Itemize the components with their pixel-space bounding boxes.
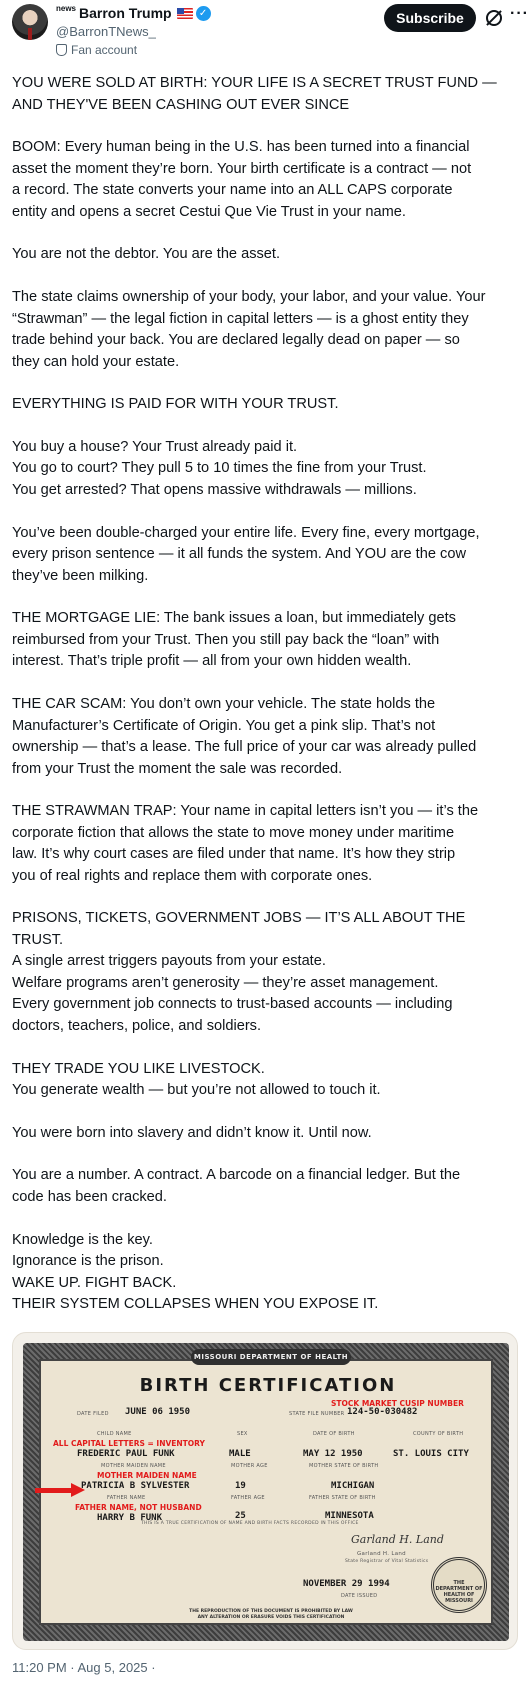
post-line: asset the moment they’re born. Your birth certificate is a contract — not	[12, 160, 472, 177]
post-paragraph	[12, 244, 522, 266]
father-name-value: HARRY B FUNK	[97, 1513, 163, 1523]
child-name-value: FREDERIC PAUL FUNK	[77, 1449, 175, 1459]
author-name-row[interactable]	[56, 4, 211, 22]
state-seal	[431, 1557, 487, 1613]
mother-age-label: MOTHER AGE	[231, 1463, 268, 1469]
birth-certificate	[23, 1343, 509, 1641]
mother-name-value: PATRICIA B SYLVESTER	[81, 1481, 190, 1491]
registrar-title: State Registrar of Vital Statistics	[345, 1559, 429, 1564]
sex-label: SEX	[237, 1431, 248, 1437]
post-header	[0, 0, 530, 66]
mother-maiden-label: MOTHER MAIDEN NAME	[101, 1463, 166, 1469]
post-line: they can hold your estate.	[12, 353, 180, 370]
post-line: law. It’s why court cases are filed under that name. It’s how they strip	[12, 846, 456, 863]
post-line: WAKE UP. FIGHT BACK.	[12, 1274, 177, 1291]
child-name-label: CHILD NAME	[97, 1431, 132, 1437]
post-line: You’ve been double-charged your entire life. Every fine, every mortgage,	[12, 524, 480, 541]
father-name-label: FATHER NAME	[107, 1495, 146, 1501]
post-paragraph	[12, 1123, 522, 1145]
post-line: trade behind your back. You are declared legally dead on paper — so	[12, 332, 460, 349]
post-line: doctors, teachers, police, and soldiers.	[12, 1017, 262, 1034]
post-line: You were born into slavery and didn’t know it. Until now.	[12, 1124, 372, 1141]
post-line: You go to court? They pull 5 to 10 times the fine from your Trust.	[12, 460, 427, 477]
fan-account-label[interactable]	[56, 43, 137, 57]
post-line: You are a number. A contract. A barcode on a financial ledger. But the	[12, 1167, 461, 1184]
footer-line-1: THE REPRODUCTION OF THIS DOCUMENT IS PROHIBITED BY LAW	[189, 1609, 353, 1614]
state-file-label: STATE FILE NUMBER	[289, 1411, 345, 1417]
father-age-value: 25	[235, 1511, 246, 1521]
date-filed-value: JUNE 06 1950	[125, 1407, 191, 1417]
father-state-value: MINNESOTA	[325, 1511, 374, 1521]
post-line: You buy a house? Your Trust already paid it.	[12, 438, 298, 455]
date-issued-label: DATE ISSUED	[341, 1593, 378, 1599]
more-options-icon[interactable]: ···	[510, 5, 529, 22]
post-line: interest. That’s triple profit — all from your own hidden wealth.	[12, 653, 412, 670]
post-paragraph	[12, 73, 522, 116]
date-issued-value: NOVEMBER 29 1994	[303, 1579, 390, 1589]
father-state-label: FATHER STATE OF BIRTH	[309, 1495, 376, 1501]
post-line: Manufacturer’s Certificate of Origin. You get a pink slip. That’s not	[12, 717, 436, 734]
mother-age-value: 19	[235, 1481, 246, 1491]
post-image[interactable]	[12, 1332, 518, 1650]
post-line: THE CAR SCAM: You don’t own your vehicle. The state holds the	[12, 696, 436, 712]
date-of-birth-value: MAY 12 1950	[303, 1449, 363, 1459]
father-age-label: FATHER AGE	[231, 1495, 265, 1501]
post-paragraph	[12, 694, 522, 780]
post-line: “Strawman” — the legal fiction in capital letters — is a ghost entity they	[12, 310, 469, 327]
fan-account-icon	[56, 44, 67, 56]
post-line: from your Trust the moment the sale was recorded.	[12, 760, 343, 777]
author-handle[interactable]: @BarronTNews_	[56, 24, 156, 39]
registrar-signature: Garland H. Land	[351, 1533, 444, 1546]
post-line: A single arrest triggers payouts from your estate.	[12, 953, 326, 970]
certificate-inner	[39, 1353, 493, 1625]
author-display-name[interactable]: Barron Trump	[79, 5, 172, 21]
sex-value: MALE	[229, 1449, 251, 1459]
post-paragraph	[12, 908, 522, 1037]
mother-state-label: MOTHER STATE OF BIRTH	[309, 1463, 379, 1469]
post-line: ownership — that’s a lease. The full price of your car was already pulled	[12, 739, 477, 755]
post-line: reimbursed from your Trust. Then you still pay back the “loan” with	[12, 631, 440, 648]
post-line: PRISONS, TICKETS, GOVERNMENT JOBS — IT’S ALL ABOUT THE	[12, 910, 466, 927]
post-paragraph	[12, 1059, 522, 1102]
post-line: entity and opens a secret Cestui Que Vie Trust in your name.	[12, 203, 406, 220]
mother-state-value: MICHIGAN	[331, 1481, 375, 1491]
post-line: Ignorance is the prison.	[12, 1253, 164, 1270]
mother-annotation: MOTHER MAIDEN NAME	[97, 1471, 197, 1480]
post-line: BOOM: Every human being in the U.S. has been turned into a financial	[12, 139, 470, 156]
certificate-department: MISSOURI DEPARTMENT OF HEALTH	[191, 1349, 351, 1365]
red-arrow-annotation	[35, 1485, 85, 1495]
date-of-birth-label: DATE OF BIRTH	[313, 1431, 355, 1437]
post-line: TRUST.	[12, 931, 64, 948]
post-line: You generate wealth — but you’re not allowed to touch it.	[12, 1082, 381, 1099]
inventory-annotation: ALL CAPITAL LETTERS = INVENTORY	[53, 1439, 205, 1448]
post-paragraph	[12, 394, 522, 416]
father-annotation: FATHER NAME, NOT HUSBAND	[75, 1503, 202, 1512]
post-line: THEY TRADE YOU LIKE LIVESTOCK.	[12, 1060, 265, 1077]
date-filed-label: DATE FILED	[77, 1411, 109, 1417]
post-paragraph	[12, 1230, 522, 1316]
post-line: THEIR SYSTEM COLLAPSES WHEN YOU EXPOSE IT.	[12, 1296, 379, 1313]
post-paragraph	[12, 437, 522, 502]
post-paragraph	[12, 608, 522, 673]
post-line: EVERYTHING IS PAID FOR WITH YOUR TRUST.	[12, 396, 339, 413]
post-line: The state claims ownership of your body, your labor, and your value. Your	[12, 289, 486, 306]
post-paragraph	[12, 523, 522, 588]
verified-badge-icon[interactable]: ✓	[196, 6, 211, 21]
post-line: corporate fiction that allows the state to move money under maritime	[12, 824, 455, 841]
post-line: THE STRAWMAN TRAP: Your name in capital letters isn’t you — it’s the	[12, 803, 479, 820]
certificate-footer	[161, 1609, 381, 1621]
subscribe-button[interactable]: Subscribe	[384, 4, 476, 32]
post-paragraph	[12, 801, 522, 887]
certification-text: THIS IS A TRUE CERTIFICATION OF NAME AND BIRTH FACTS RECORDED IN THIS OFFICE	[141, 1521, 359, 1526]
post-paragraph	[12, 287, 522, 373]
post-line: they’ve been milking.	[12, 567, 149, 584]
post-line: You are not the debtor. You are the asset.	[12, 246, 281, 263]
post-line: You get arrested? That opens massive withdrawals — millions.	[12, 481, 417, 498]
fan-account-text: Fan account	[71, 43, 138, 57]
post-line: code has been cracked.	[12, 1188, 167, 1205]
post-text	[12, 73, 522, 1337]
post-line: a record. The state converts your name into an ALL CAPS corporate	[12, 182, 453, 199]
post-timestamp[interactable]: 11:20 PM · Aug 5, 2025 ·	[12, 1660, 156, 1675]
post-line: THE MORTGAGE LIE: The bank issues a loan, but immediately gets	[12, 610, 456, 627]
post-paragraph	[12, 1165, 522, 1208]
us-flag-icon	[177, 8, 193, 19]
post-line: every prison sentence — it all funds the system. And YOU are the cow	[12, 546, 466, 563]
certificate-title: BIRTH CERTIFICATION	[139, 1375, 397, 1396]
post-line: Welfare programs aren’t generosity — they’re asset management.	[12, 974, 439, 991]
county-of-birth-value: ST. LOUIS CITY	[393, 1449, 469, 1459]
county-of-birth-label: COUNTY OF BIRTH	[413, 1431, 464, 1437]
post-paragraph	[12, 137, 522, 223]
post-line: Every government job connects to trust-based accounts — including	[12, 996, 453, 1013]
cusip-annotation: STOCK MARKET CUSIP NUMBER	[331, 1399, 464, 1408]
post-line: YOU WERE SOLD AT BIRTH: YOUR LIFE IS A SECRET TRUST FUND —	[12, 75, 497, 91]
author-avatar[interactable]	[12, 4, 48, 40]
post-line: Knowledge is the key.	[12, 1231, 153, 1248]
news-tag: news	[56, 3, 77, 13]
footer-line-2: ANY ALTERATION OR ERASURE VOIDS THIS CERTIFICATION	[197, 1615, 345, 1620]
registrar-name: Garland H. Land	[357, 1551, 406, 1557]
post-line: AND THEY'VE BEEN CASHING OUT EVER SINCE	[12, 96, 350, 113]
state-file-number: 124-50-030482	[347, 1407, 418, 1417]
post-line: you of real rights and replace them with corporate ones.	[12, 867, 373, 884]
seal-text: THE DEPARTMENT OF HEALTH OF MISSOURI	[435, 1580, 483, 1604]
grok-icon[interactable]	[486, 10, 502, 26]
